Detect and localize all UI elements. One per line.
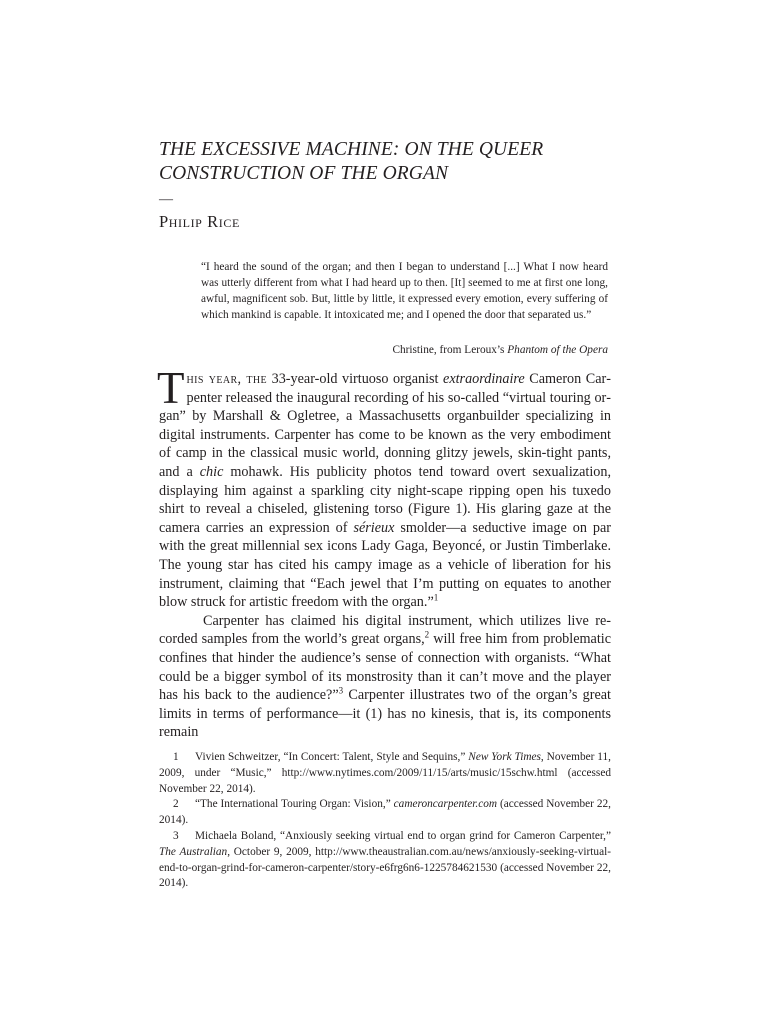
article-title: THE EXCESSIVE MACHINE: ON THE QUEER CONSTRUCTION OF THE ORGAN [159, 139, 544, 184]
body-italic-run: sérieux [353, 519, 395, 536]
epigraph-quote: “I heard the sound of the organ; and then I began to understand [...] What I now heard was utterly different from what I had heard up to then. [It] seemed to me at first one long, awful, magnificent sob. But, little by little, it expressed every emotion, every suffering of which mankind is capable. It intoxicated me; and I opened the door that separated us.” [201, 261, 608, 321]
footnote-text: , November 11, 2009, under “Music,” http://www.nytimes.com/2009/11/15/arts/music/15schw.html (accessed November 22, 2014). [159, 751, 612, 795]
footnote-text: (accessed November 22, 2014). [159, 798, 611, 827]
lead-in-smallcaps: his year, the [186, 371, 268, 387]
body-paragraph [157, 363, 611, 612]
footnote-text: , October 9, 2009, http://www.theaustralian.com.au/news/anxiously-seeking-virtual-end-to-organ-grind-for-cameron-carpenter/story-e6frg6n6-1225784621530 (accessed November 22, 2014). [159, 845, 611, 890]
footnote-number: 1 [173, 751, 179, 763]
body-text-run: Cameron Carpenter released the inaugural recording of his so-called “virtual touring organ” by Marshall & Ogletree, a Massachusetts organbuilder specializing in digital instruments. Carpenter has come to be known as the very embodiment of camp in the classical music world, donning glitzy jewels, skin-tight pants, and a [159, 371, 611, 480]
footnote-ref-1: 1 [433, 592, 439, 603]
footnote-italic: The Australian [159, 845, 228, 858]
drop-cap: T [157, 363, 185, 413]
footnote [159, 797, 611, 829]
footnote-ref-3: 3 [338, 685, 344, 696]
footnote-text: Vivien Schweitzer, “In Concert: Talent, Style and Sequins,” [195, 751, 469, 763]
epigraph-source-work: Phantom of the Opera [507, 344, 608, 356]
body-text-run: will free him from problematic confines that hinder the audience’s sense of connection with organists. “What could be a bigger symbol of its monstrosity than it can’t move and the player has his back to the audience?” [159, 631, 612, 704]
footnote-italic: cameroncarpenter.com [393, 798, 498, 811]
footnote [159, 750, 611, 797]
body-text-run: 33-year-old virtuoso organist [267, 371, 444, 387]
footnote-italic: New York Times [468, 751, 541, 763]
footnote-text: Michaela Boland, “Anxiously seeking virtual end to organ grind for Cameron Carpenter,” [195, 829, 611, 842]
body-text-run: smolder—a seductive image on par with the great millennial sex icons Lady Gaga, Beyoncé, or Justin Timberlake. The young star has cited his campy image as a vehicle of liberation for his instrument, claiming that “Each jewel that I’m putting on equates to another blow struck for artistic freedom with the organ.” [159, 519, 611, 611]
article-body [157, 363, 612, 742]
body-paragraph [159, 612, 611, 742]
title-rule: — [159, 192, 173, 207]
footnote-ref-2: 2 [424, 629, 430, 640]
footnotes [159, 750, 611, 892]
footnote-number: 2 [173, 798, 179, 811]
epigraph-attribution [201, 342, 608, 358]
footnote-number: 3 [173, 829, 179, 842]
body-italic-run: extraordinaire [443, 371, 525, 387]
body-text-run: mohawk. His publicity photos tend toward overt sexualization, displaying him against a sparkling city night-scape ripping open his tuxedo shirt to reveal a chiseled, glistening torso (Figure 1). His glaring gaze at the camera carries an expression of [159, 463, 611, 536]
footnote [159, 829, 611, 892]
epigraph-source-prefix: Christine, from Leroux’s [392, 344, 508, 356]
body-text-run: Carpenter has claimed his digital instrument, which utilizes live recorded samples from the world’s great organs, [159, 612, 611, 648]
author-name: Philip Rice [159, 212, 240, 231]
body-text-run: Carpenter illustrates two of the organ’s great limits in terms of performance—it (1) has no kinesis, that is, its components remain [159, 687, 611, 741]
body-italic-run: chic [199, 463, 224, 480]
footnote-text: “The International Touring Organ: Vision,” [195, 798, 394, 811]
